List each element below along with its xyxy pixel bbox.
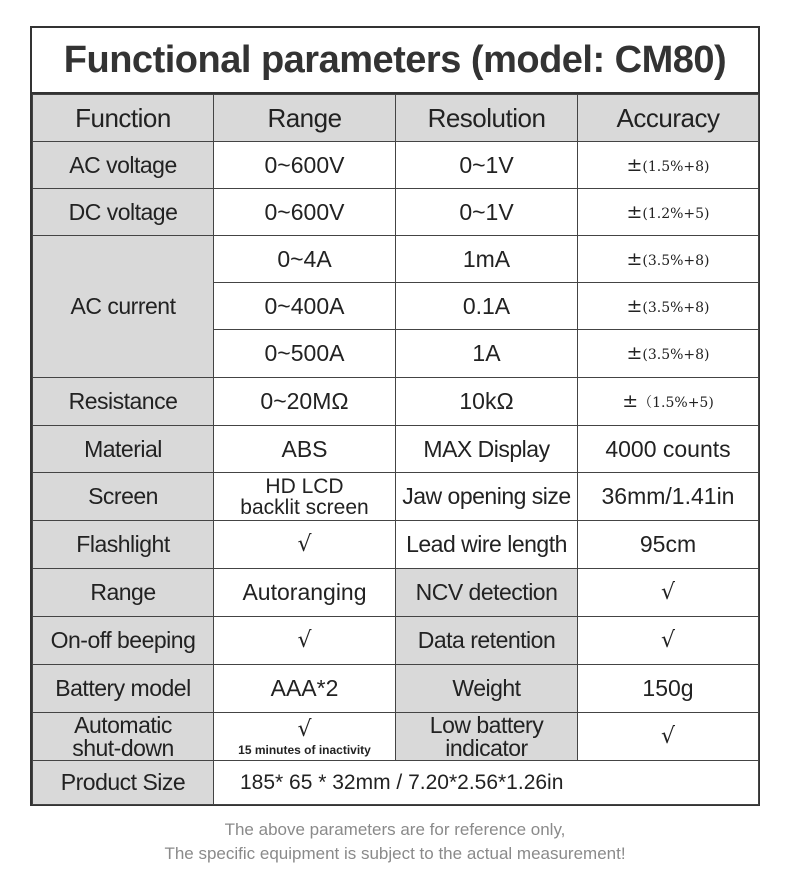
product-size-label: Product Size bbox=[33, 761, 214, 805]
spec-label-line: indicator bbox=[445, 734, 528, 761]
table-row bbox=[33, 189, 759, 236]
check-mark: √ bbox=[578, 569, 759, 617]
accuracy-value: (3.5%+8) bbox=[642, 252, 710, 269]
check-mark: √ bbox=[297, 717, 312, 742]
resolution-cell: 0.1A bbox=[396, 283, 578, 330]
resolution-cell: 0~1V bbox=[396, 142, 578, 189]
spec-label: Battery model bbox=[33, 665, 214, 713]
table-row bbox=[33, 473, 759, 521]
plus-minus-symbol: ± bbox=[622, 390, 639, 412]
resolution-cell: 1mA bbox=[396, 236, 578, 283]
spec-label: Material bbox=[33, 426, 214, 473]
resolution-cell: 10kΩ bbox=[396, 378, 578, 426]
range-cell: 0~20MΩ bbox=[214, 378, 396, 426]
header-range: Range bbox=[214, 95, 396, 142]
spec-table bbox=[32, 94, 759, 805]
header-function: Function bbox=[33, 95, 214, 142]
spec-value-line: HD LCD bbox=[265, 474, 344, 498]
spec-label-line: shut-down bbox=[72, 734, 174, 761]
plus-minus-symbol: ± bbox=[626, 153, 643, 176]
spec-label: Flashlight bbox=[33, 521, 214, 569]
spec-label: Data retention bbox=[396, 617, 578, 665]
spec-label: Screen bbox=[33, 473, 214, 521]
accuracy-value: (1.5%+8) bbox=[642, 158, 710, 175]
range-cell: 0~600V bbox=[214, 189, 396, 236]
spec-value: Autoranging bbox=[214, 569, 396, 617]
table-header-row bbox=[33, 95, 759, 142]
table-row bbox=[33, 713, 759, 761]
plus-minus-symbol: ± bbox=[626, 200, 643, 223]
spec-label: On-off beeping bbox=[33, 617, 214, 665]
spec-label: Lead wire length bbox=[396, 521, 578, 569]
accuracy-cell bbox=[578, 142, 759, 189]
table-row bbox=[33, 426, 759, 473]
spec-label-line: Low battery bbox=[429, 711, 544, 738]
spec-sheet bbox=[30, 26, 760, 806]
resolution-cell: 0~1V bbox=[396, 189, 578, 236]
spec-label: NCV detection bbox=[396, 569, 578, 617]
function-cell: DC voltage bbox=[33, 189, 214, 236]
spec-value: 36mm/1.41in bbox=[578, 473, 759, 521]
accuracy-value: (3.5%+8) bbox=[642, 299, 710, 316]
plus-minus-symbol: ± bbox=[626, 294, 643, 317]
table-row bbox=[33, 761, 759, 805]
table-row bbox=[33, 617, 759, 665]
function-cell: AC voltage bbox=[33, 142, 214, 189]
accuracy-value: （1.5%+5) bbox=[638, 395, 714, 411]
spec-label bbox=[396, 713, 578, 761]
header-resolution: Resolution bbox=[396, 95, 578, 142]
spec-value: 95cm bbox=[578, 521, 759, 569]
spec-label-line: Automatic bbox=[74, 711, 172, 738]
table-row bbox=[33, 142, 759, 189]
table-row bbox=[33, 665, 759, 713]
accuracy-cell bbox=[578, 330, 759, 378]
check-mark: √ bbox=[578, 617, 759, 665]
spec-label: Weight bbox=[396, 665, 578, 713]
disclaimer-line: The above parameters are for reference only, bbox=[224, 820, 566, 839]
spec-value bbox=[214, 713, 396, 761]
spec-note: 15 minutes of inactivity bbox=[238, 743, 371, 757]
disclaimer-line: The specific equipment is subject to the actual measurement! bbox=[164, 844, 626, 863]
spec-value: 150g bbox=[578, 665, 759, 713]
spec-value-line: backlit screen bbox=[240, 495, 369, 519]
page-title: Functional parameters (model: CM80) bbox=[32, 28, 758, 94]
spec-label bbox=[33, 713, 214, 761]
range-cell: 0~4A bbox=[214, 236, 396, 283]
accuracy-value: (3.5%+8) bbox=[642, 347, 710, 363]
accuracy-cell bbox=[578, 236, 759, 283]
range-cell: 0~500A bbox=[214, 330, 396, 378]
table-row bbox=[33, 569, 759, 617]
function-cell: AC current bbox=[33, 236, 214, 378]
spec-value: 4000 counts bbox=[578, 426, 759, 473]
spec-label: Range bbox=[33, 569, 214, 617]
accuracy-cell bbox=[578, 378, 759, 426]
disclaimer bbox=[0, 818, 790, 866]
spec-label: MAX Display bbox=[396, 426, 578, 473]
check-mark: √ bbox=[214, 617, 396, 665]
range-cell: 0~400A bbox=[214, 283, 396, 330]
accuracy-cell bbox=[578, 189, 759, 236]
table-row bbox=[33, 236, 759, 283]
check-mark: √ bbox=[214, 521, 396, 569]
header-accuracy: Accuracy bbox=[578, 95, 759, 142]
accuracy-cell bbox=[578, 283, 759, 330]
function-cell: Resistance bbox=[33, 378, 214, 426]
resolution-cell: 1A bbox=[396, 330, 578, 378]
plus-minus-symbol: ± bbox=[626, 247, 643, 270]
table-row bbox=[33, 378, 759, 426]
accuracy-value: (1.2%+5) bbox=[642, 205, 710, 222]
spec-label: Jaw opening size bbox=[396, 473, 578, 521]
product-size-value: 185* 65 * 32mm / 7.20*2.56*1.26in bbox=[214, 761, 759, 805]
spec-value: AAA*2 bbox=[214, 665, 396, 713]
spec-value bbox=[214, 473, 396, 521]
range-cell: 0~600V bbox=[214, 142, 396, 189]
spec-value: ABS bbox=[214, 426, 396, 473]
plus-minus-symbol: ± bbox=[626, 342, 643, 364]
check-mark: √ bbox=[578, 713, 759, 761]
table-row bbox=[33, 521, 759, 569]
